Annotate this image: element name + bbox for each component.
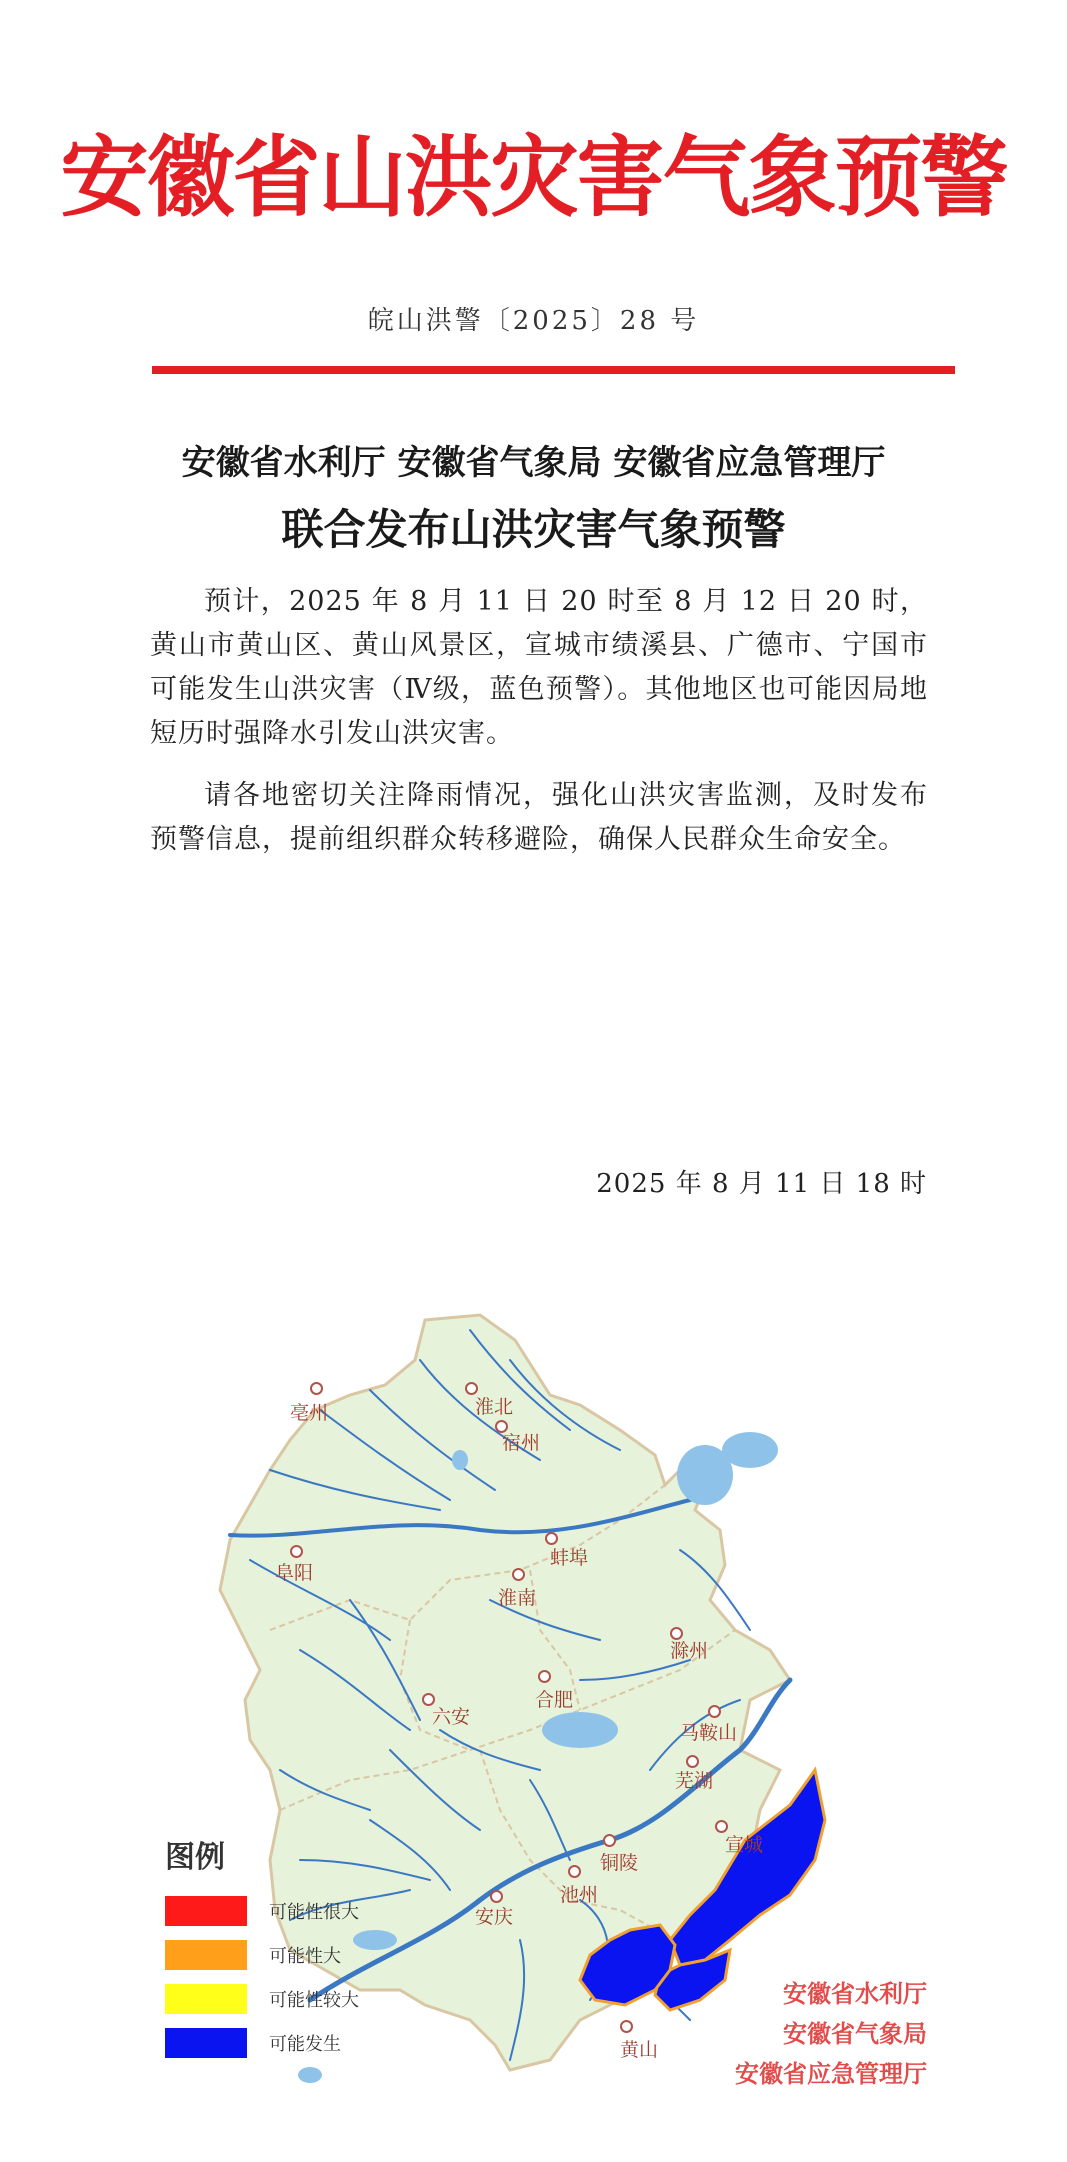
agency-name-water: 安徽省水利厅 bbox=[783, 1979, 927, 2008]
city-dot bbox=[310, 1382, 323, 1395]
masthead-title: 安徽省山洪灾害气象预警 bbox=[60, 125, 1007, 229]
legend-swatch bbox=[165, 1984, 247, 2014]
city-label-anqing: 安庆 bbox=[475, 1906, 514, 1928]
city-label-chuzhou: 滁州 bbox=[670, 1640, 709, 1662]
city-dot bbox=[603, 1834, 616, 1847]
city-label-suzhou: 宿州 bbox=[502, 1432, 541, 1454]
legend-label: 可能发生 bbox=[269, 2034, 341, 2055]
city-label-luan: 六安 bbox=[432, 1706, 471, 1728]
body-paragraph-forecast: 预计，2025 年 8 月 11 日 20 时至 8 月 12 日 20 时，黄山市黄山区、黄山风景区，宣城市绩溪县、广德市、宁国市可能发生山洪灾害（Ⅳ级，蓝色预警）。其他地区也可能因局地短历时强降水引发山洪灾害。 bbox=[150, 586, 928, 749]
city-label-huainan: 淮南 bbox=[498, 1587, 537, 1609]
legend-label: 可能性很大 bbox=[269, 1902, 359, 1923]
legend-swatch bbox=[165, 1896, 247, 1926]
body-paragraph-instructions: 请各地密切关注降雨情况，强化山洪灾害监测，及时发布预警信息，提前组织群众转移避险，确保人民群众生命安全。 bbox=[150, 780, 928, 855]
legend-label: 可能性较大 bbox=[269, 1990, 359, 2011]
city-label-chizhou: 池州 bbox=[560, 1884, 599, 1906]
issuing-agencies: 安徽省水利厅 安徽省气象局 安徽省应急管理厅 bbox=[181, 443, 886, 483]
agency-name-emergency: 安徽省应急管理厅 bbox=[735, 2059, 927, 2088]
legend-swatch bbox=[165, 2028, 247, 2058]
legend-item-possible bbox=[165, 2026, 341, 2060]
city-dot bbox=[512, 1568, 525, 1581]
legend-item-likely bbox=[165, 1938, 341, 1972]
city-label-tongling: 铜陵 bbox=[600, 1852, 639, 1874]
city-label-bengbu: 蚌埠 bbox=[550, 1547, 589, 1569]
city-label-huangshan: 黄山 bbox=[620, 2039, 659, 2061]
city-label-maanshan: 马鞍山 bbox=[680, 1722, 738, 1744]
legend-title: 图例 bbox=[165, 1840, 225, 1875]
legend-item-fairly-likely bbox=[165, 1982, 359, 2016]
red-divider bbox=[152, 366, 955, 374]
agency-name-meteorology: 安徽省气象局 bbox=[783, 2019, 927, 2048]
city-dot bbox=[620, 2020, 633, 2033]
document-title: 联合发布山洪灾害气象预警 bbox=[281, 505, 786, 554]
city-label-fuyang: 阜阳 bbox=[275, 1562, 314, 1584]
legend-item-very-likely bbox=[165, 1894, 359, 1928]
issue-date: 2025 年 8 月 11 日 18 时 bbox=[596, 1169, 927, 1199]
city-label-wuhu: 芜湖 bbox=[675, 1770, 714, 1792]
legend-label: 可能性大 bbox=[269, 1946, 341, 1967]
city-dot bbox=[708, 1705, 721, 1718]
document-number: 皖山洪警〔2025〕28 号 bbox=[367, 306, 700, 336]
city-label-hefei: 合肥 bbox=[535, 1689, 574, 1711]
city-label-huaibei: 淮北 bbox=[475, 1396, 514, 1418]
city-dot bbox=[568, 1865, 581, 1878]
city-dot bbox=[538, 1670, 551, 1683]
city-label-xuancheng: 宣城 bbox=[725, 1834, 764, 1856]
legend-swatch bbox=[165, 1940, 247, 1970]
city-dot bbox=[290, 1545, 303, 1558]
city-label-bozhou: 亳州 bbox=[290, 1402, 329, 1424]
